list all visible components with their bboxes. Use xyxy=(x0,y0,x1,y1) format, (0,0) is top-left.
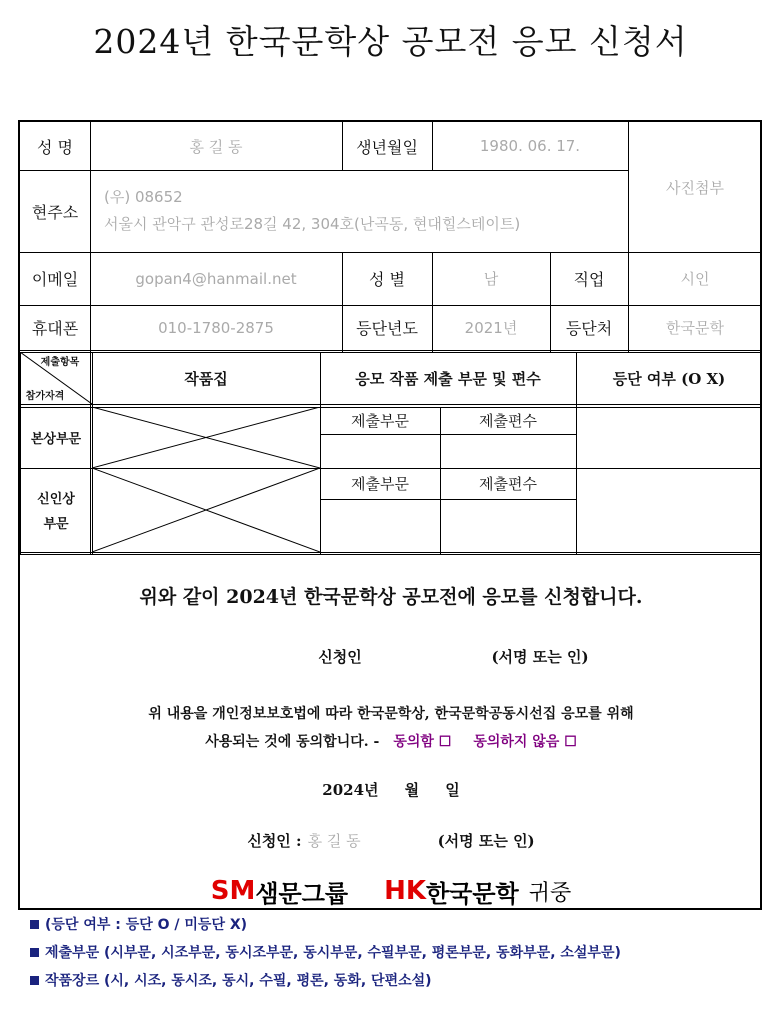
diag-bottom-label: 참가자격 xyxy=(25,390,65,402)
agree-checkbox[interactable]: 동의함 ☐ xyxy=(393,734,452,750)
name-value[interactable]: 홍 길 동 xyxy=(189,137,243,156)
applicant2-label: 신청인 : xyxy=(247,831,302,850)
gender-label: 성 별 xyxy=(369,270,405,289)
main-count-label: 제출편수 xyxy=(479,412,537,430)
application-statement: 위와 같이 2024년 한국문학상 공모전에 응모를 신청합니다. xyxy=(139,585,643,608)
collection-header: 작품집 xyxy=(184,369,228,388)
row-new-award-line1: 신인상 xyxy=(37,492,75,507)
privacy-consent-text: 사용되는 것에 동의합니다. - xyxy=(205,734,380,750)
row-new-award-line2: 부문 xyxy=(43,517,69,532)
org-sm-abbr: SM xyxy=(210,876,256,906)
division-header: 응모 작품 제출 부문 및 편수 xyxy=(355,369,541,388)
birth-label: 생년월일 xyxy=(356,137,418,157)
diag-top-label: 제출항목 xyxy=(40,356,80,368)
privacy-line-2 xyxy=(20,728,762,754)
bullet-square-icon xyxy=(30,920,39,929)
email-value[interactable]: gopan4@hanmail.net xyxy=(135,269,297,288)
org-sm-name: 샘문그룹 xyxy=(255,879,349,908)
org-hk-name: 한국문학 xyxy=(426,879,519,908)
main-division-input[interactable] xyxy=(320,434,440,468)
email-label: 이메일 xyxy=(31,270,79,289)
debut-place-label: 등단처 xyxy=(565,319,613,338)
note-division xyxy=(30,942,621,962)
collection-main-crossed-cell xyxy=(92,407,320,468)
bullet-square-icon xyxy=(30,948,39,957)
phone-value[interactable]: 010-1780-2875 xyxy=(158,318,274,337)
job-label: 직업 xyxy=(573,270,605,289)
privacy-line-1: 위 내용을 개인정보보호법에 따라 한국문학상, 한국문학공동시선집 응모를 위해 xyxy=(148,706,634,722)
sign-label: (서명 또는 인) xyxy=(491,647,589,666)
phone-label: 휴대폰 xyxy=(31,319,79,338)
date-line: 2024년 월 일 xyxy=(322,780,460,799)
name-label: 성 명 xyxy=(37,137,73,157)
note-debut xyxy=(30,914,247,934)
note-genre-text: 작품장르 (시, 시조, 동시조, 동시, 수필, 평론, 동화, 단편소설) xyxy=(45,973,432,989)
application-form xyxy=(18,120,762,910)
disagree-checkbox[interactable]: 동의하지 않음 ☐ xyxy=(473,734,577,750)
new-division-input[interactable] xyxy=(320,499,440,552)
applicant-label: 신청인 xyxy=(318,647,362,666)
row-new-award xyxy=(20,468,92,552)
zip-value[interactable]: (우) 08652 xyxy=(104,187,183,206)
photo-placeholder[interactable]: 사진첨부 xyxy=(666,178,724,197)
collection-new-crossed-cell xyxy=(92,468,320,552)
org-suffix: 귀중 xyxy=(528,880,572,906)
main-division-label: 제출부문 xyxy=(351,412,409,430)
organizer-line xyxy=(20,872,762,910)
debut-header: 등단 여부 (O X) xyxy=(612,369,726,388)
debut-status-input[interactable] xyxy=(576,407,762,552)
debut-year-label: 등단년도 xyxy=(356,319,418,338)
debut-year-value[interactable]: 2021년 xyxy=(464,319,518,337)
birth-value[interactable]: 1980. 06. 17. xyxy=(479,137,581,155)
job-value[interactable]: 시인 xyxy=(680,270,710,288)
note-genre xyxy=(30,970,432,990)
new-division-label: 제출부문 xyxy=(351,475,409,493)
debut-place-value[interactable]: 한국문학 xyxy=(666,319,724,337)
applicant2-sign: (서명 또는 인) xyxy=(437,831,535,850)
bullet-square-icon xyxy=(30,976,39,985)
row-main-award: 본상부문 xyxy=(30,432,82,447)
new-count-input[interactable] xyxy=(440,499,576,552)
address-value[interactable]: 서울시 관악구 관성로28길 42, 304호(난곡동, 현대힐스테이트) xyxy=(104,214,521,233)
applicant-sign-line xyxy=(20,825,762,855)
main-count-input[interactable] xyxy=(440,434,576,468)
address-label: 현주소 xyxy=(31,202,79,222)
note-debut-text: (등단 여부 : 등단 O / 미등단 X) xyxy=(45,917,248,933)
note-division-text: 제출부문 (시부문, 시조부문, 동시조부문, 동시부문, 수필부문, 평론부문, 동화부문, 소설부문) xyxy=(45,945,621,961)
new-count-label: 제출편수 xyxy=(479,475,537,493)
gender-value[interactable]: 남 xyxy=(483,270,499,288)
applicant2-name[interactable]: 홍 길 동 xyxy=(307,831,361,850)
org-hk-abbr: HK xyxy=(384,876,426,906)
page-title: 2024년 한국문학상 공모전 응모 신청서 xyxy=(93,22,688,61)
